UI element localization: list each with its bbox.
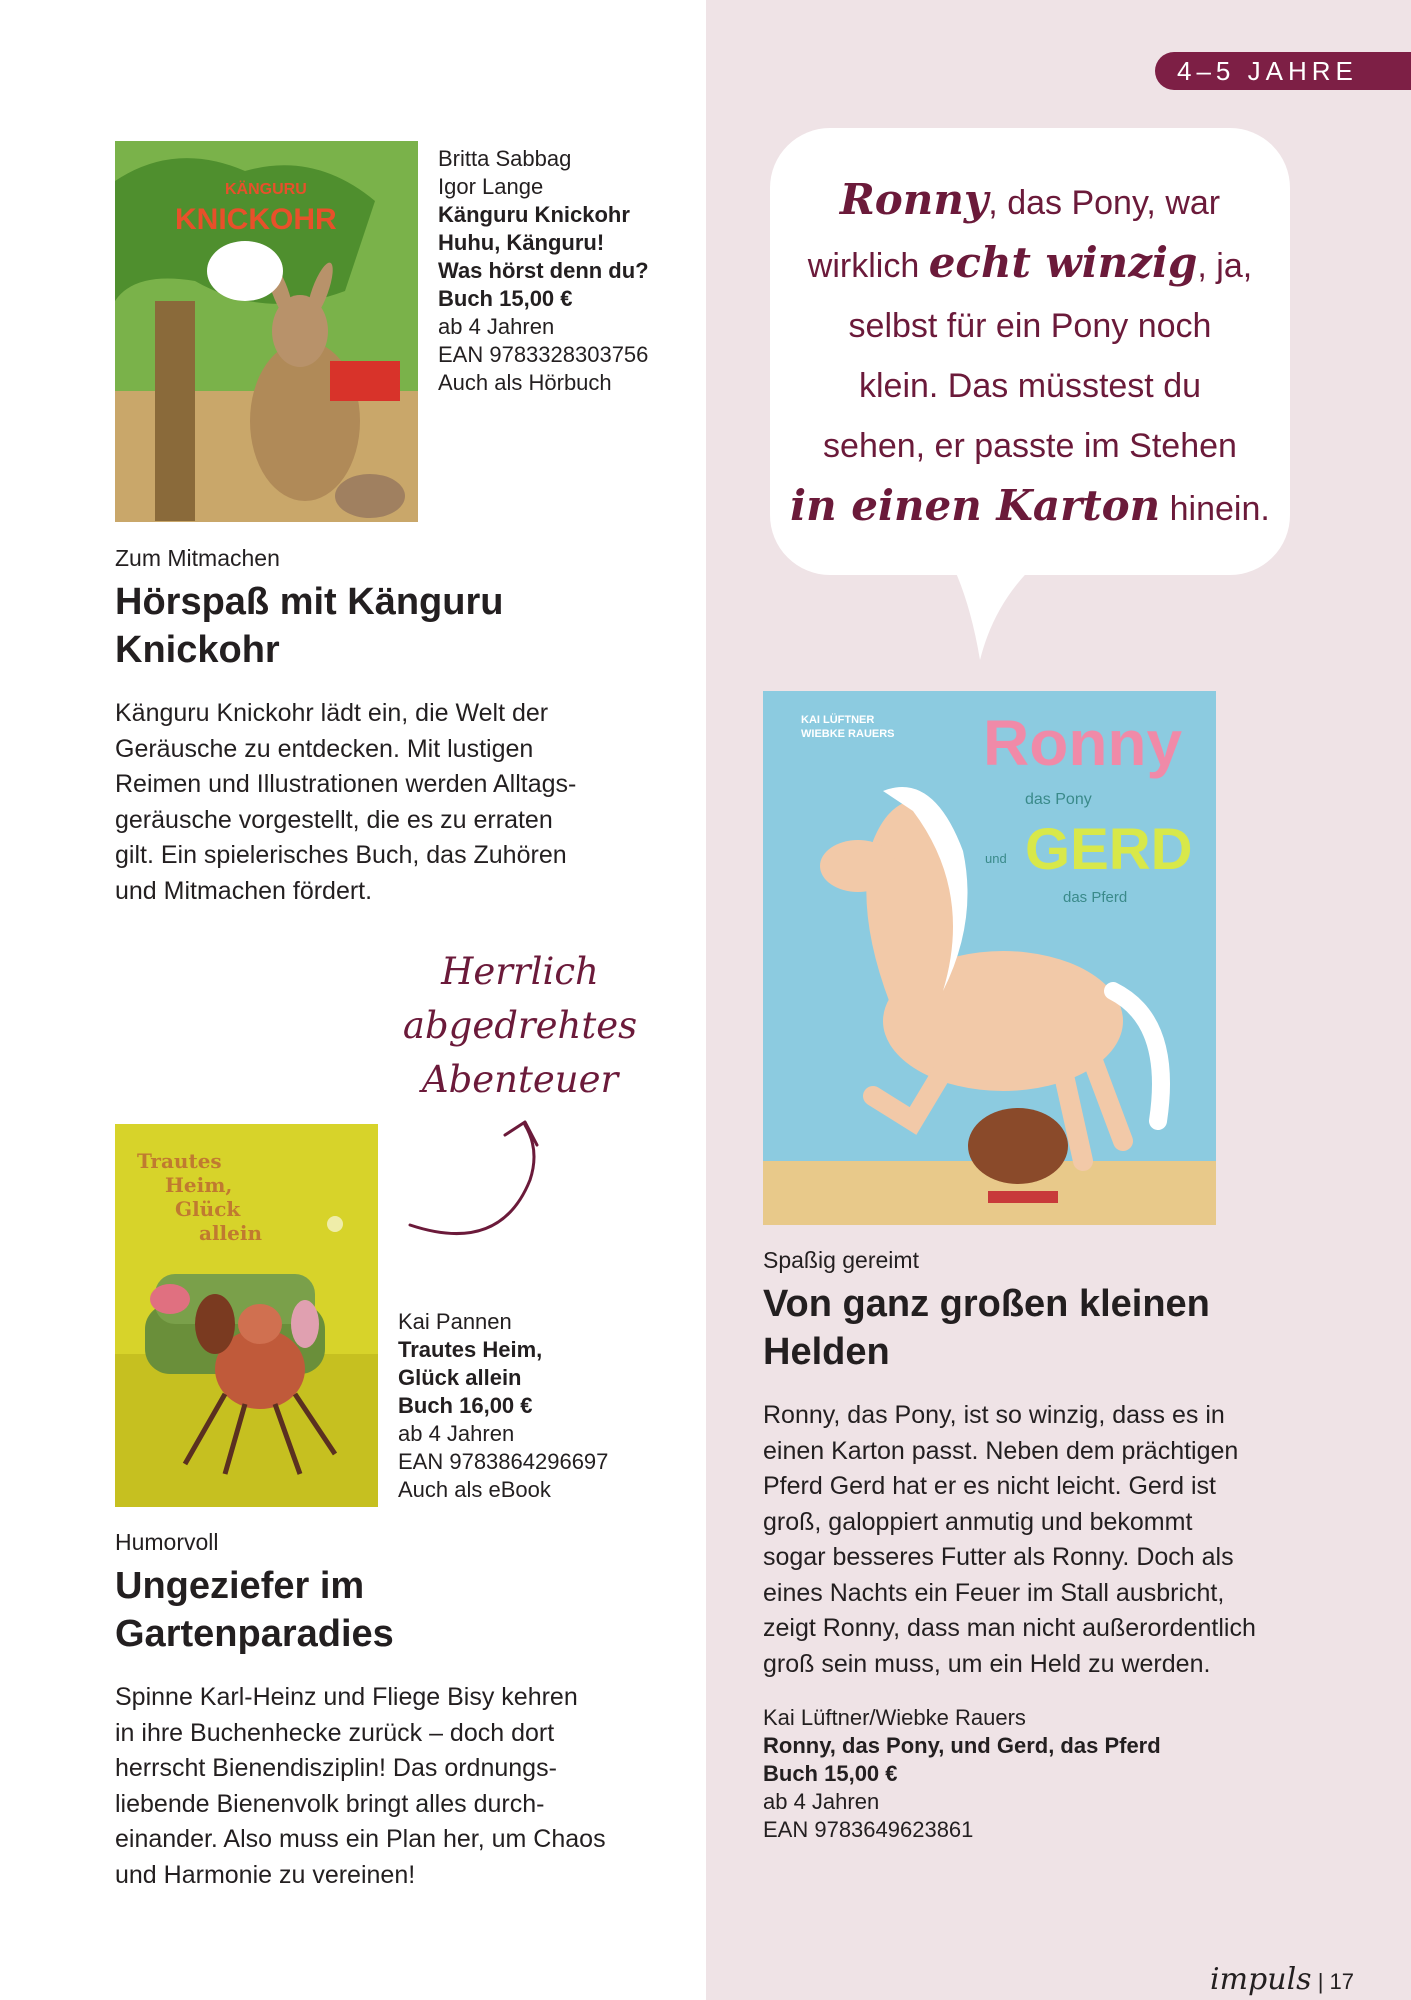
handwritten-note bbox=[400, 945, 640, 1107]
book2-description bbox=[115, 1680, 606, 1893]
book1-ean: EAN 9783328303756 bbox=[438, 342, 649, 367]
text-line: in ihre Buchenhecke zurück – doch dort bbox=[115, 1718, 555, 1747]
text-line: sogar besseres Futter als Ronny. Doch als bbox=[763, 1543, 1234, 1571]
footer-separator: | bbox=[1317, 1969, 1330, 1994]
cover-title-ronny: Ronny bbox=[983, 707, 1183, 779]
quote-part: wirklich bbox=[807, 247, 929, 285]
book2-age: ab 4 Jahren bbox=[398, 1421, 515, 1446]
book2-ean: EAN 9783864296697 bbox=[398, 1449, 609, 1474]
quote-part: hinein. bbox=[1160, 490, 1270, 528]
page-footer bbox=[1210, 1962, 1354, 1997]
quote-script: Ronny bbox=[839, 175, 989, 224]
heading-line: Gartenparadies bbox=[115, 1613, 394, 1655]
cover-title-line: allein bbox=[199, 1221, 263, 1245]
book3-price: Buch 15,00 € bbox=[763, 1761, 898, 1786]
book1-title: Was hörst denn du? bbox=[438, 258, 649, 283]
heading-line: Helden bbox=[763, 1331, 890, 1373]
quote-part: , das Pony, war bbox=[988, 184, 1221, 222]
book2-price: Buch 16,00 € bbox=[398, 1393, 533, 1418]
age-badge: 4–5 JAHRE bbox=[1155, 52, 1411, 90]
cover-title-line: Heim, bbox=[165, 1173, 233, 1197]
book2-author: Kai Pannen bbox=[398, 1309, 512, 1334]
book2-title: Glück allein bbox=[398, 1365, 522, 1390]
cover-title-main: KNICKOHR bbox=[175, 203, 337, 236]
page-number: 17 bbox=[1329, 1969, 1354, 1994]
brand-logo: impuls bbox=[1210, 1962, 1312, 1997]
book1-price: Buch 15,00 € bbox=[438, 286, 573, 311]
quote-line bbox=[790, 170, 1270, 233]
text-line: eines Nachts ein Feuer im Stall ausbricht, bbox=[763, 1578, 1225, 1607]
book3-age: ab 4 Jahren bbox=[763, 1789, 880, 1814]
note-line: abgedrehtes bbox=[402, 1004, 638, 1047]
text-line: liebende Bienenvolk bringt alles durch- bbox=[115, 1789, 545, 1818]
book3-title: Ronny, das Pony, und Gerd, das Pferd bbox=[763, 1733, 1161, 1758]
book-cover-kaenguru-knickohr bbox=[115, 141, 418, 522]
book-cover-trautes-heim bbox=[115, 1124, 378, 1507]
text-line: Pferd Gerd hat er es nicht leicht. Gerd ist bbox=[763, 1472, 1216, 1500]
quote-line bbox=[790, 233, 1270, 296]
heading-line: Von ganz großen kleinen bbox=[763, 1283, 1210, 1325]
cover-title bbox=[137, 1149, 262, 1245]
book3-heading bbox=[763, 1280, 1210, 1376]
cover-author: KAI LÜFTNER bbox=[801, 714, 875, 726]
book1-author: Igor Lange bbox=[438, 174, 544, 199]
book1-description bbox=[115, 696, 576, 909]
text-line: groß, galoppiert anmutig und bekommt bbox=[763, 1507, 1193, 1536]
quote-line: sehen, er passte im Stehen bbox=[823, 427, 1237, 465]
text-line: Reimen und Illustrationen werden Alltags- bbox=[115, 770, 577, 798]
heading-line: Hörspaß mit Känguru bbox=[115, 581, 504, 623]
text-line: zeigt Ronny, dass man nicht außerordentlich bbox=[763, 1614, 1256, 1642]
heading-line: Ungeziefer im bbox=[115, 1565, 365, 1607]
quote-text bbox=[790, 170, 1270, 539]
book2-extra: Auch als eBook bbox=[398, 1477, 551, 1502]
book3-ean: EAN 9783649623861 bbox=[763, 1817, 974, 1842]
heading-line: Knickohr bbox=[115, 629, 280, 671]
book1-title: Huhu, Känguru! bbox=[438, 230, 605, 255]
curved-arrow-icon bbox=[405, 1110, 555, 1240]
book3-description bbox=[763, 1398, 1256, 1682]
book2-kicker: Humorvoll bbox=[115, 1529, 219, 1555]
note-line: Abenteuer bbox=[421, 1058, 619, 1101]
quote-script: in einen Karton bbox=[790, 481, 1161, 530]
book3-author: Kai Lüftner/Wiebke Rauers bbox=[763, 1705, 1026, 1730]
book1-title: Känguru Knickohr bbox=[438, 202, 630, 227]
text-line: groß sein muss, um ein Held zu werden. bbox=[763, 1649, 1211, 1678]
cover-title-line: Glück bbox=[175, 1197, 241, 1221]
book3-kicker: Spaßig gereimt bbox=[763, 1247, 919, 1273]
text-line: und Mitmachen fördert. bbox=[115, 876, 373, 905]
book1-kicker: Zum Mitmachen bbox=[115, 545, 280, 571]
text-line: geräusche vorgestellt, die es zu erraten bbox=[115, 805, 553, 834]
cover-author: WIEBKE RAUERS bbox=[801, 728, 895, 740]
text-line: Ronny, das Pony, ist so winzig, dass es in bbox=[763, 1401, 1225, 1429]
cover-title-top: KÄNGURU bbox=[225, 181, 307, 198]
cover-title-gerd: GERD bbox=[1025, 817, 1193, 882]
book1-heading bbox=[115, 578, 503, 674]
book1-extra: Auch als Hörbuch bbox=[438, 370, 612, 395]
text-line: Känguru Knickohr lädt ein, die Welt der bbox=[115, 699, 549, 727]
cover-und: und bbox=[985, 851, 1007, 866]
cover-authors bbox=[801, 713, 895, 741]
book1-info bbox=[438, 145, 649, 397]
quote-line: klein. Das müsstest du bbox=[858, 367, 1202, 405]
cover-subtitle-pony: das Pony bbox=[1025, 791, 1092, 808]
text-line: und Harmonie zu vereinen! bbox=[115, 1860, 416, 1889]
book2-info bbox=[398, 1308, 608, 1504]
book-cover-ronny-gerd bbox=[763, 691, 1216, 1225]
book3-info bbox=[763, 1704, 1161, 1844]
book1-age: ab 4 Jahren bbox=[438, 314, 555, 339]
cover-subtitle-pferd: das Pferd bbox=[1063, 889, 1128, 906]
book2-title: Trautes Heim, bbox=[398, 1337, 543, 1362]
speech-bubble-tail bbox=[950, 560, 1040, 660]
text-line: einander. Also muss ein Plan her, um Chaos bbox=[115, 1825, 606, 1853]
cover-title-line: Trautes bbox=[137, 1149, 222, 1173]
quote-part: , ja, bbox=[1197, 247, 1253, 285]
book1-author: Britta Sabbag bbox=[438, 146, 572, 171]
text-line: gilt. Ein spielerisches Buch, das Zuhören bbox=[115, 841, 567, 869]
book2-heading bbox=[115, 1562, 394, 1658]
quote-line bbox=[790, 476, 1270, 539]
text-line: herrscht Bienendisziplin! Das ordnungs- bbox=[115, 1754, 557, 1782]
note-line: Herrlich bbox=[441, 950, 599, 993]
quote-script: echt winzig bbox=[928, 238, 1198, 287]
text-line: Spinne Karl-Heinz und Fliege Bisy kehren bbox=[115, 1683, 578, 1711]
text-line: einen Karton passt. Neben dem prächtigen bbox=[763, 1436, 1239, 1465]
text-line: Geräusche zu entdecken. Mit lustigen bbox=[115, 734, 534, 763]
quote-line: selbst für ein Pony noch bbox=[848, 307, 1212, 345]
